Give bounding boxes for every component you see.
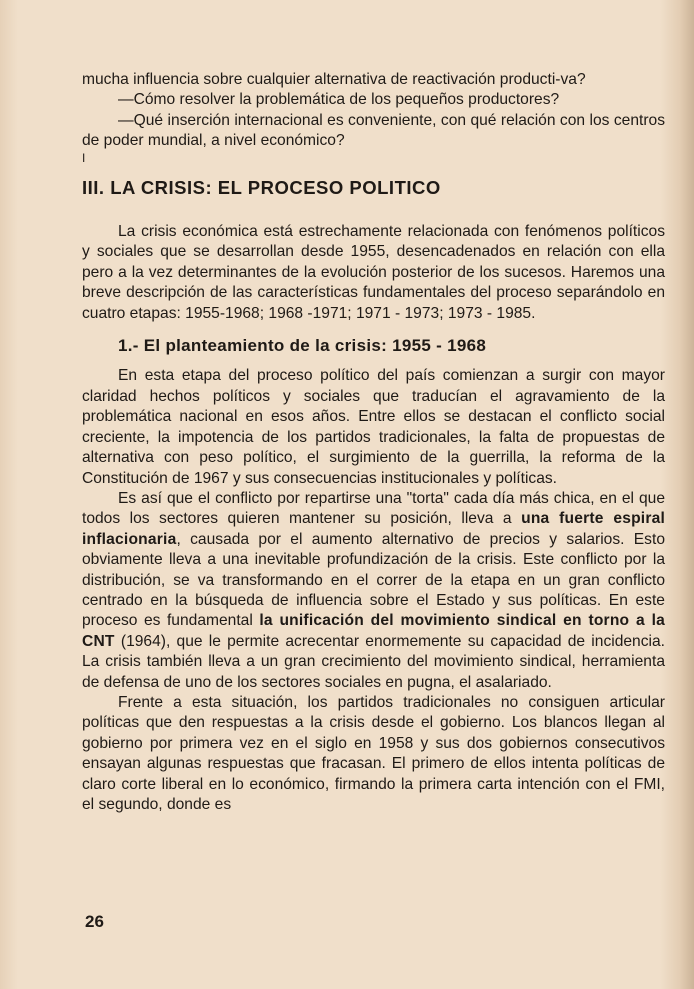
question-continuation: mucha influencia sobre cualquier alternativa de reactivación producti-va? [82,71,586,88]
question-small-producers: —Cómo resolver la problemática de los pequeños productores? [118,91,560,109]
emphasis-cnt: la unificación del movimiento sindical en torno a la CNT [82,612,665,650]
para2-text-b: , causada por el aumento alternativo de precios y salarios. Esto obviamente lleva a una inevitable profundización de la crisis. Este conflicto por la distribución, se va transformando en el correr de la etapa en un gran conflicto centrado en la búsqueda de influencia sobre el Estado y sus políticas. En este proceso es fundamental [82,530,665,630]
section-heading: III. LA CRISIS: EL PROCESO POLITICO [82,176,441,198]
para2-text-a: Es así que el conflicto por repartirse una "torta" cada día más chica, en el que todos los sectores quieren mantener su posición, lleva a [82,489,665,528]
para2-text-c: (1964), que le permite acrecentar enormemente su capacidad de incidencia. La crisis también lleva a un gran crecimiento del movimiento sindical, herramienta de defensa de uno de los sectores sociales en pugna, el asalariado. [82,632,665,691]
paragraph-stage-events: En esta etapa del proceso político del país comienzan a surgir con mayor claridad hechos políticos y sociales que traducían el agravamiento de la problemática nacional en esos años. Entre ellos se destacan el conflicto social creciente, la impotencia de los partidos tradicionales, la falta de propuestas de alternativa con peso político, el surgimiento de la guerrilla, la reforma de la Constitución de 1967 y sus consecuencias institucionales y políticas. [82,367,665,487]
subsection-heading: 1.- El planteamiento de la crisis: 1955 - 1968 [118,336,487,356]
paragraph-conflict [82,489,665,693]
intro-paragraph: La crisis económica está estrechamente relacionada con fenómenos políticos y sociales que se desarrollan desde 1955, desencadenados en relación con ella pero a la vez determinantes de la evolución posterior de los sucesos. Haremos una breve descripción de las características fundamentales del proceso separándolo en cuatro etapas: 1955-1968; 1968 -1971; 1971 - 1973; 1973 - 1985. [82,223,665,322]
page-text [82,70,665,815]
emphasis-inflation: una fuerte espiral inflacionaria [82,510,665,548]
paragraph-traditional-parties: Frente a esta situación, los partidos tradicionales no consiguen articular políticas que den respuestas a la crisis desde el gobierno. Los blancos llegan al gobierno por primera vez en el siglo en 1958 y sus dos gobiernos consecutivos ensayan algunas respuestas que fracasan. El primero de ellos intenta políticas de claro corte liberal en lo económico, firmando la primera carta intención con el FMI, el segundo, donde es [82,693,665,813]
question-international-insertion: —Qué inserción internacional es conveniente, con qué relación con los centros de poder mundial, a nivel económico? [82,111,665,150]
margin-mark: I [82,150,86,165]
page-number: 26 [85,912,104,931]
